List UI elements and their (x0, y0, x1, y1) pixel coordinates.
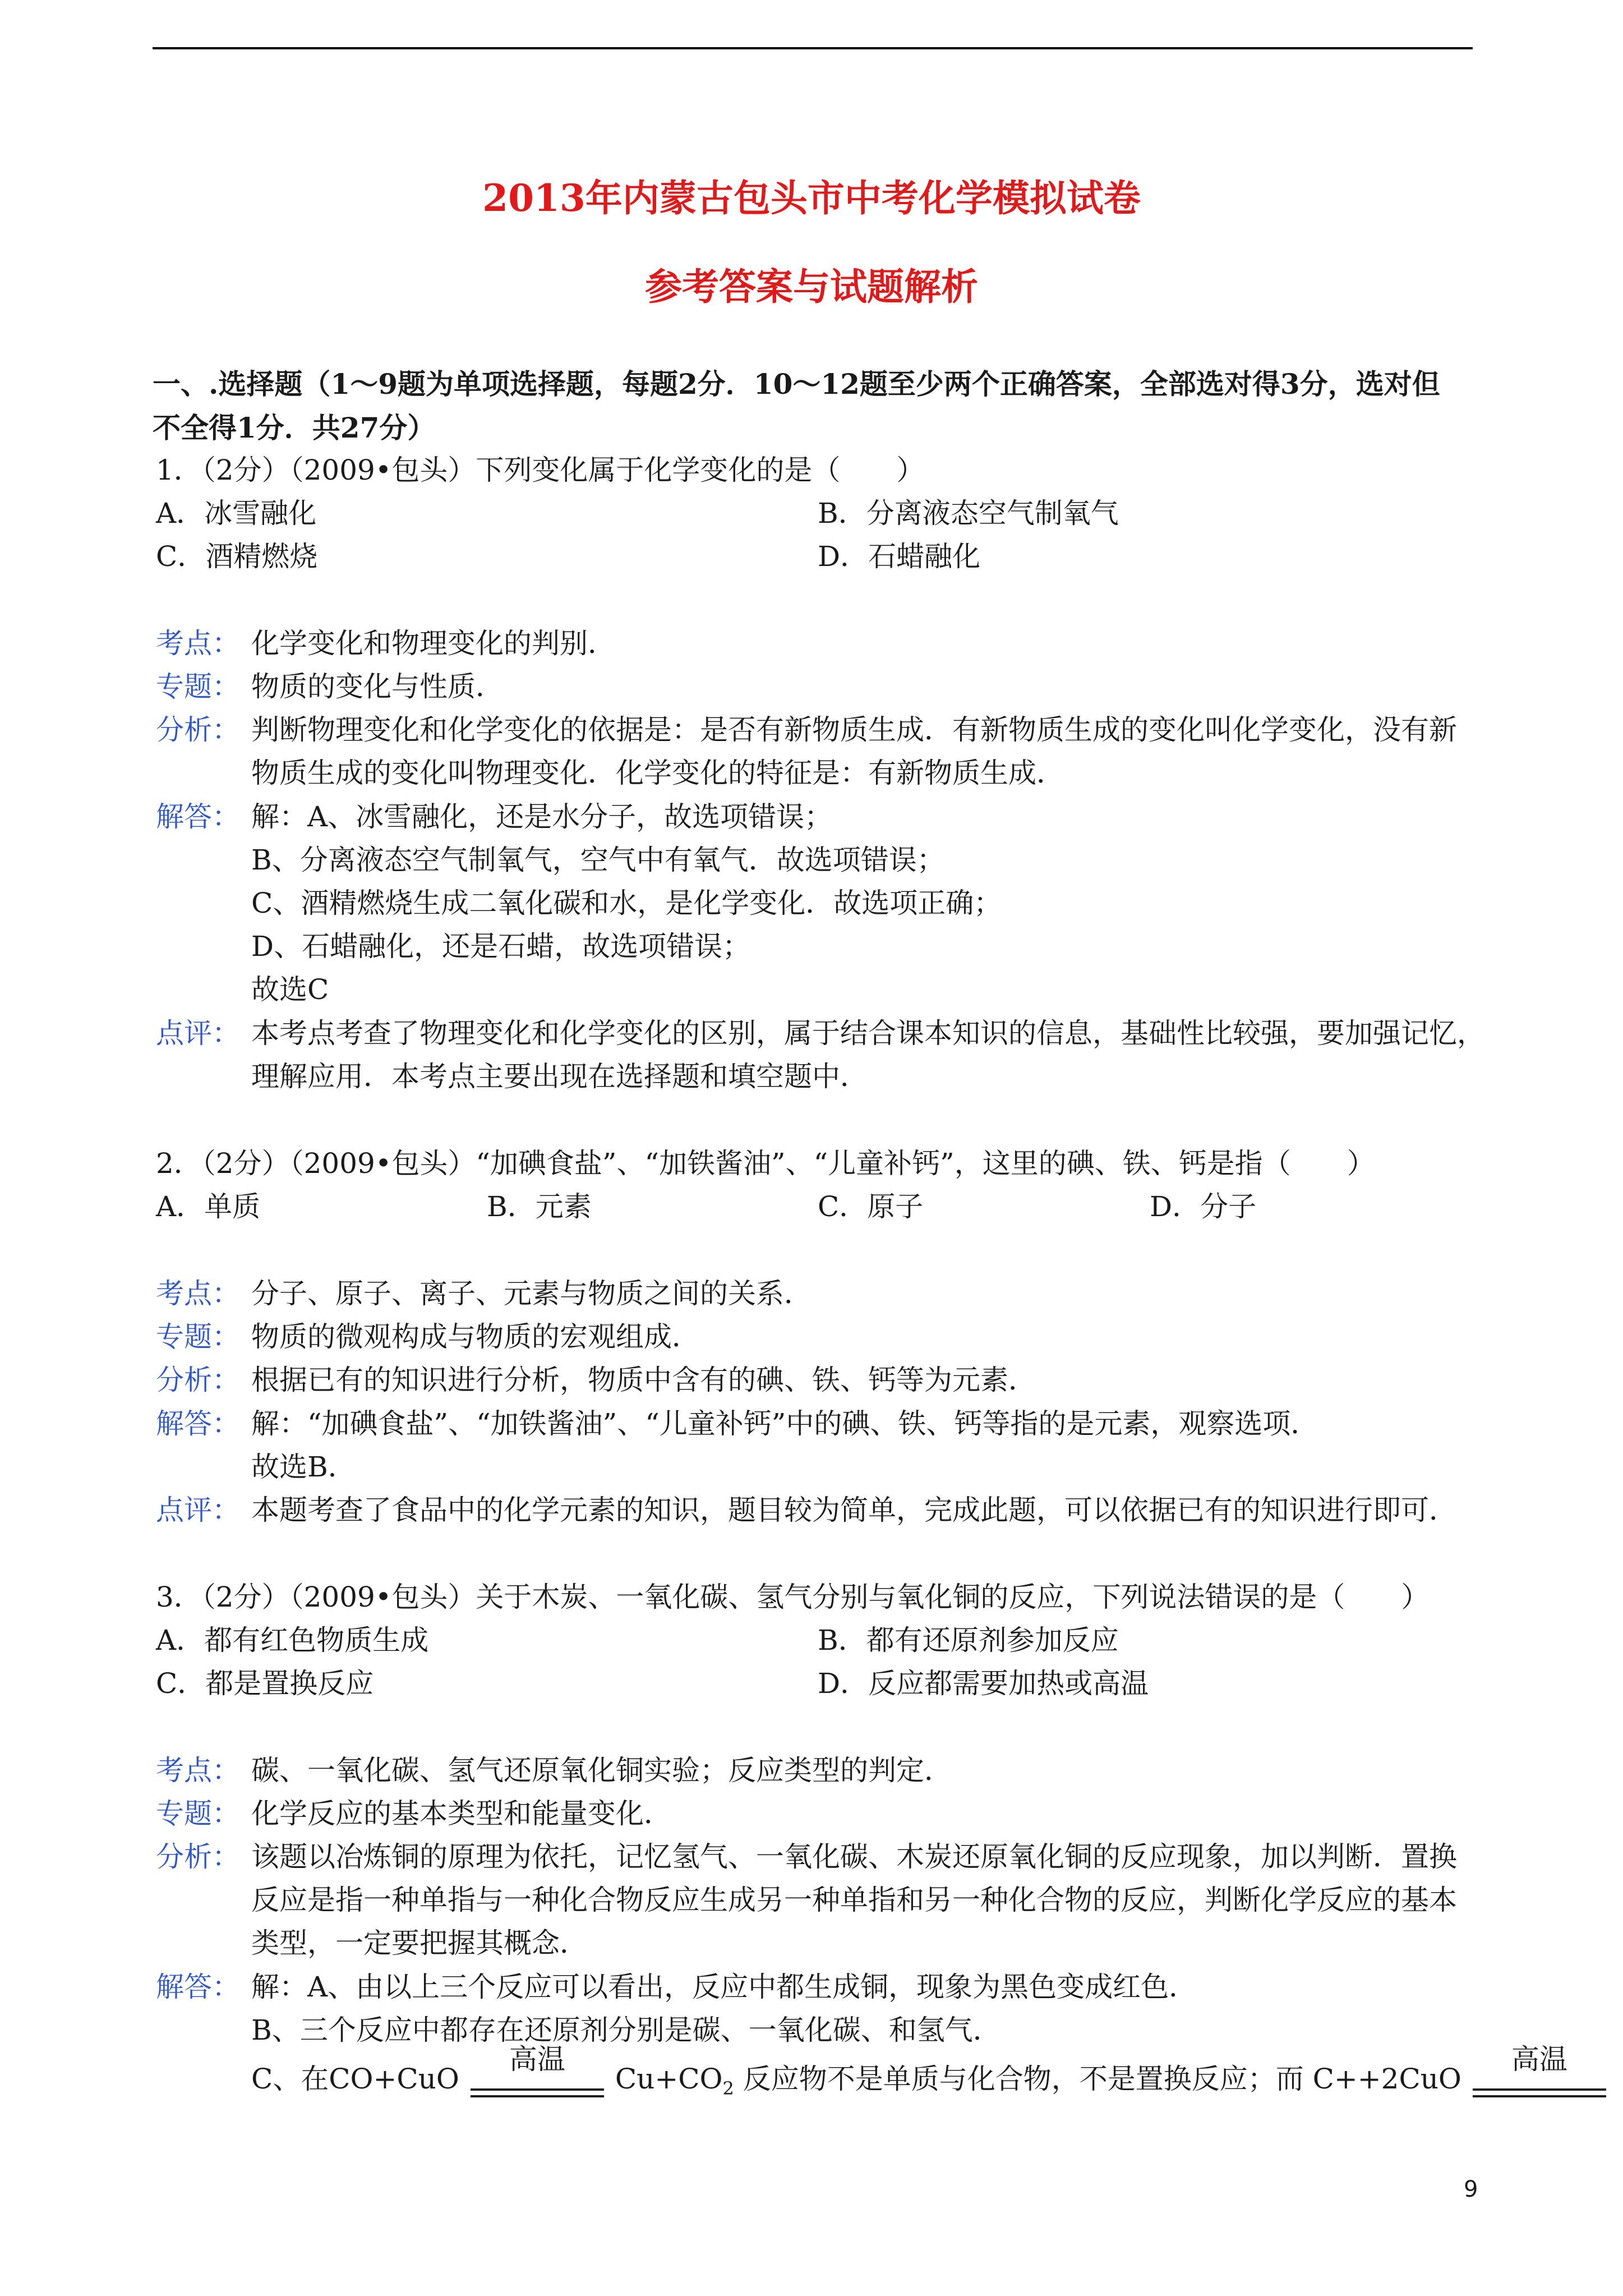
q2-dianping-label: 点评： (156, 1494, 240, 1526)
q1-option-d: D．石蜡融化 (818, 540, 981, 573)
section-header-line1: 一、.选择题（1～9题为单项选择题，每题2分．10～12题至少两个正确答案，全部选对得3分，选对但 (153, 367, 1440, 401)
q2-zhuanti-label: 专题： (156, 1320, 240, 1353)
q1-fenxi-line1: 判断物理变化和化学变化的依据是：是否有新物质生成．有新物质生成的变化叫化学变化，没有新 (251, 714, 1457, 746)
q1-fenxi-label: 分析： (156, 714, 240, 746)
q3-zhuanti-text: 化学反应的基本类型和能量变化． (251, 1797, 672, 1830)
q2-option-c: C．原子 (818, 1190, 924, 1223)
q2-option-a: A．单质 (156, 1190, 261, 1223)
q2-zhuanti-text: 物质的微观构成与物质的宏观组成． (251, 1320, 700, 1353)
q1-jieda-line4: D、石蜡融化，还是石蜡，故选项错误； (251, 930, 751, 963)
q3-jieda-label: 解答： (156, 1971, 240, 2003)
q1-fenxi-line2: 物质生成的变化叫物理变化．化学变化的特征是：有新物质生成． (251, 757, 1064, 789)
q2-dianping-text: 本题考查了食品中的化学元素的知识，题目较为简单，完成此题，可以依据已有的知识进行即可． (251, 1494, 1457, 1526)
q1-option-b: B．分离液态空气制氧气 (818, 497, 1119, 530)
q1-zhuanti-label: 专题： (156, 670, 240, 703)
q3-kaodian-text: 碳、一氧化碳、氢气还原氧化铜实验；反应类型的判定． (251, 1754, 952, 1787)
reaction-arrow-high-temp (467, 2043, 607, 2105)
equation-comment: 反应物不是单质与化合物，不是置换反应；而 C++2CuO (734, 2063, 1461, 2095)
q3-zhuanti-label: 专题： (156, 1797, 240, 1830)
q1-jieda-line3: C、酒精燃烧生成二氧化碳和水，是化学变化．故选项正确； (251, 887, 1002, 919)
q3-fenxi-label: 分析： (156, 1841, 240, 1873)
equation-products: Cu+CO (615, 2063, 723, 2095)
q1-jieda-label: 解答： (156, 800, 240, 833)
page-subtitle: 参考答案与试题解析 (645, 265, 978, 309)
q1-jieda-line5: 故选C (251, 973, 329, 1006)
q1-dianping-line1: 本考点考查了物理变化和化学变化的区别，属于结合课本知识的信息，基础性比较强，要加强记忆， (251, 1017, 1485, 1050)
q1-kaodian-text: 化学变化和物理变化的判别． (251, 627, 616, 660)
q1-kaodian-label: 考点： (156, 627, 240, 660)
q3-fenxi-line3: 类型，一定要把握其概念． (251, 1927, 588, 1959)
q2-stem: 2．（2分）（2009•包头）“加碘食盐”、“加铁酱油”、“儿童补钙”，这里的碘、铁、钙是指（ ） (156, 1147, 1375, 1180)
q1-jieda-line1: 解：A、冰雪融化，还是水分子，故选项错误； (251, 800, 833, 833)
reaction-condition-2: 高温 (1511, 2043, 1567, 2076)
header-rule (153, 47, 1473, 49)
q1-dianping-label: 点评： (156, 1017, 240, 1050)
q3-option-b: B．都有还原剂参加反应 (818, 1624, 1119, 1657)
q3-kaodian-label: 考点： (156, 1754, 240, 1787)
q3-fenxi-line2: 反应是指一种单指与一种化合物反应生成另一种单指和另一种化合物的反应，判断化学反应的基本 (251, 1884, 1457, 1916)
q2-option-b: B．元素 (487, 1190, 592, 1223)
q1-jieda-line2: B、分离液态空气制氧气，空气中有氧气．故选项错误； (251, 844, 945, 876)
q3-jieda-line2: B、三个反应中都存在还原剂分别是碳、一氧化碳、和氢气． (251, 2014, 1001, 2046)
q1-option-a: A．冰雪融化 (156, 497, 317, 530)
q1-stem: 1．（2分）（2009•包头）下列变化属于化学变化的是（ ） (156, 454, 925, 486)
page-title: 2013年内蒙古包头市中考化学模拟试卷 (482, 176, 1141, 220)
q3-option-c: C．都是置换反应 (156, 1667, 374, 1700)
q2-kaodian-label: 考点： (156, 1277, 240, 1310)
q3-fenxi-line1: 该题以冶炼铜的原理为依托，记忆氢气、一氧化碳、木炭还原氧化铜的反应现象，加以判断．置换 (251, 1841, 1457, 1873)
reaction-arrow-high-temp-2 (1469, 2043, 1610, 2105)
q2-jieda-line2: 故选B． (251, 1451, 356, 1483)
equation-subscript: 2 (722, 2078, 734, 2099)
q2-jieda-label: 解答： (156, 1407, 240, 1440)
q3-jieda-line1: 解：A、由以上三个反应可以看出，反应中都生成铜，现象为黑色变成红色． (251, 1971, 1197, 2003)
section-header-line2: 不全得1分．共27分） (153, 411, 436, 444)
reaction-condition: 高温 (509, 2043, 565, 2076)
q3-stem: 3．（2分）（2009•包头）关于木炭、一氧化碳、氢气分别与氧化铜的反应，下列说法错误的是（ ） (156, 1581, 1430, 1613)
q2-fenxi-label: 分析： (156, 1364, 240, 1396)
q1-zhuanti-text: 物质的变化与性质． (251, 670, 504, 703)
equation-reactants: C、在CO+CuO (251, 2063, 459, 2095)
q3-option-d: D．反应都需要加热或高温 (818, 1667, 1149, 1700)
q3-option-a: A．都有红色物质生成 (156, 1624, 429, 1657)
q1-dianping-line2: 理解应用．本考点主要出现在选择题和填空题中． (251, 1060, 868, 1093)
q2-jieda-line1: 解：“加碘食盐”、“加铁酱油”、“儿童补钙”中的碘、铁、钙等指的是元素，观察选项． (251, 1407, 1319, 1440)
q3-equation-line (251, 2043, 1617, 2105)
q2-kaodian-text: 分子、原子、离子、元素与物质之间的关系． (251, 1277, 812, 1310)
q2-fenxi-text: 根据已有的知识进行分析，物质中含有的碘、铁、钙等为元素． (251, 1364, 1036, 1396)
page-number: 9 (1464, 2177, 1478, 2202)
q1-option-c: C．酒精燃烧 (156, 540, 318, 573)
q2-option-d: D．分子 (1150, 1190, 1257, 1223)
